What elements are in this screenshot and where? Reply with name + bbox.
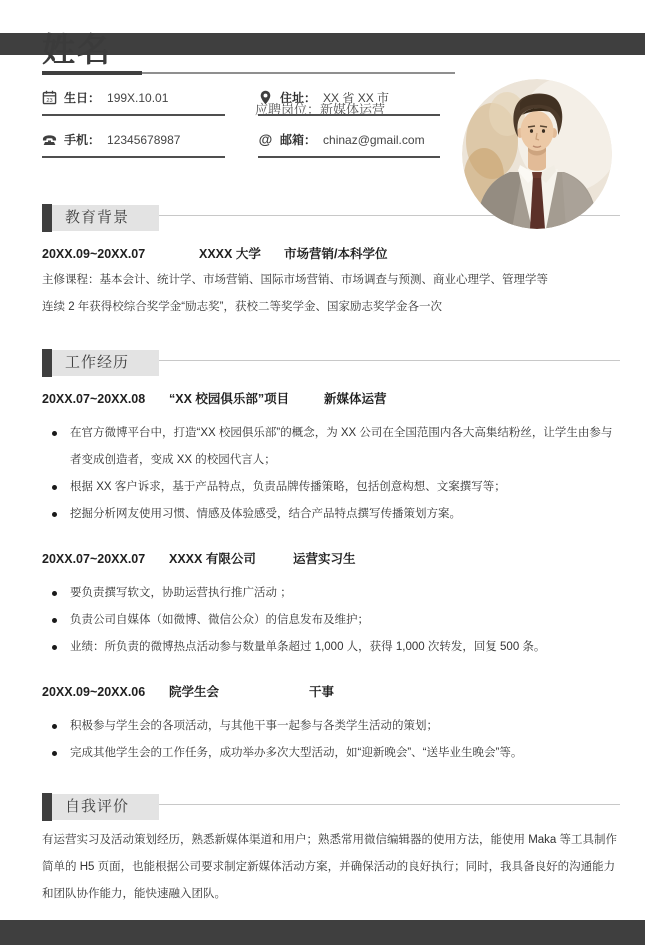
education-courses: 主修课程：基本会计、统计学、市场营销、国际市场营销、市场调查与预测、商业心理学、管理学等 <box>42 274 548 286</box>
job-bullets <box>42 580 620 661</box>
job-bullets <box>42 713 620 767</box>
work-title: 工作经历 <box>52 350 159 376</box>
job-heading <box>42 386 620 412</box>
job-org: XXXX 有限公司 <box>169 552 256 566</box>
self-eval-text: 有运营实习及活动策划经历，熟悉新媒体渠道和用户；熟悉常用微信编辑器的使用方法，能使用 Maka 等工具制作简单的 H5 页面，也能根据公司要求制定新媒体活动方案，并确保活动的良好执行；同时，我具备良好的沟通能力和团队协作能力，能快速融入团队。 <box>42 834 618 900</box>
job-bullet: 完成其他学生会的工作任务，成功举办多次大型活动，如“迎新晚会”、“送毕业生晚会”等。 <box>42 740 620 767</box>
job-bullets <box>42 420 620 528</box>
self-eval-title: 自我评价 <box>52 794 159 820</box>
contact-email <box>258 131 440 158</box>
bottom-accent-bar <box>0 920 645 945</box>
applied-position-label: 应聘岗位： <box>255 102 321 117</box>
avatar <box>462 79 612 229</box>
education-title: 教育背景 <box>52 205 159 231</box>
education-school: XXXX 大学 <box>199 247 261 261</box>
job-entry <box>42 679 620 767</box>
job-role: 干事 <box>309 685 335 699</box>
job-date: 20XX.07~20XX.07 <box>42 552 146 566</box>
section-accent-bar <box>42 793 52 821</box>
job-org: 院学生会 <box>169 685 220 699</box>
job-heading <box>42 546 620 572</box>
job-bullet: 积极参与学生会的各项活动，与其他干事一起参与各类学生活动的策划； <box>42 713 620 740</box>
self-eval-header <box>42 793 620 821</box>
job-date: 20XX.07~20XX.08 <box>42 392 146 406</box>
birthday-value: 199X.10.01 <box>107 90 169 105</box>
job-bullet: 在官方微博平台中，打造“XX 校园俱乐部”的概念，为 XX 公司在全国范围内各大高集结粉丝，让学生由参与者变成创造者，变成 XX 的校园代言人； <box>42 420 620 474</box>
underline-rule <box>142 72 455 74</box>
job-date: 20XX.09~20XX.06 <box>42 685 146 699</box>
email-value: chinaz@gmail.com <box>323 132 425 147</box>
section-rule <box>159 360 620 361</box>
portrait-illustration <box>462 79 612 229</box>
phone-icon <box>42 132 57 147</box>
education-entry-heading <box>42 241 620 267</box>
work-header <box>42 349 620 377</box>
job-role: 新媒体运营 <box>324 392 387 406</box>
birthday-label: 生日： <box>64 91 101 105</box>
self-eval-section <box>42 793 620 908</box>
resume-page <box>0 33 645 908</box>
at-icon: @ <box>258 131 273 147</box>
education-degree: 市场营销/本科学位 <box>284 247 388 261</box>
job-bullet: 根据 XX 客户诉求，基于产品特点，负责品牌传播策略，包括创意构想、文案撰写等； <box>42 474 620 501</box>
candidate-name: 姓名 <box>42 31 112 68</box>
section-accent-bar <box>42 349 52 377</box>
applied-position <box>255 99 385 118</box>
phone-value: 12345678987 <box>107 132 181 147</box>
job-org: “XX 校园俱乐部”项目 <box>169 392 290 406</box>
job-entry <box>42 546 620 661</box>
education-date: 20XX.09~20XX.07 <box>42 247 146 261</box>
contact-birthday <box>42 89 225 116</box>
education-awards: 连续 2 年获得校综合奖学金“励志奖”，获校二等奖学金、国家励志奖学金各一次 <box>42 301 442 313</box>
calendar-icon <box>42 90 57 105</box>
job-role: 运营实习生 <box>293 552 356 566</box>
svg-text:23: 23 <box>46 97 53 104</box>
name-underline <box>42 71 455 75</box>
job-heading <box>42 679 620 705</box>
address-label: 住址： <box>280 91 317 105</box>
job-bullet: 负责公司自媒体（如微博、微信公众）的信息发布及维护； <box>42 607 620 634</box>
job-bullet: 要负责撰写软文，协助运营执行推广活动 ； <box>42 580 620 607</box>
section-rule <box>159 804 620 805</box>
contact-info <box>42 89 455 158</box>
section-accent-bar <box>42 204 52 232</box>
email-label: 邮箱： <box>280 133 317 147</box>
work-section <box>42 349 620 767</box>
applied-position-value: 新媒体运营 <box>320 102 386 117</box>
job-entry <box>42 386 620 528</box>
contact-phone <box>42 131 225 158</box>
job-bullet: 业绩：所负责的微博热点活动参与数量单条超过 1,000 人，获得 1,000 次转发，回复 500 条。 <box>42 634 620 661</box>
underline-accent <box>42 71 142 75</box>
job-bullet: 挖掘分析网友使用习惯、情感及体验感受，结合产品特点撰写传播策划方案。 <box>42 501 620 528</box>
address-value: XX 省 XX 市 <box>323 91 390 105</box>
phone-label: 手机： <box>64 133 101 147</box>
